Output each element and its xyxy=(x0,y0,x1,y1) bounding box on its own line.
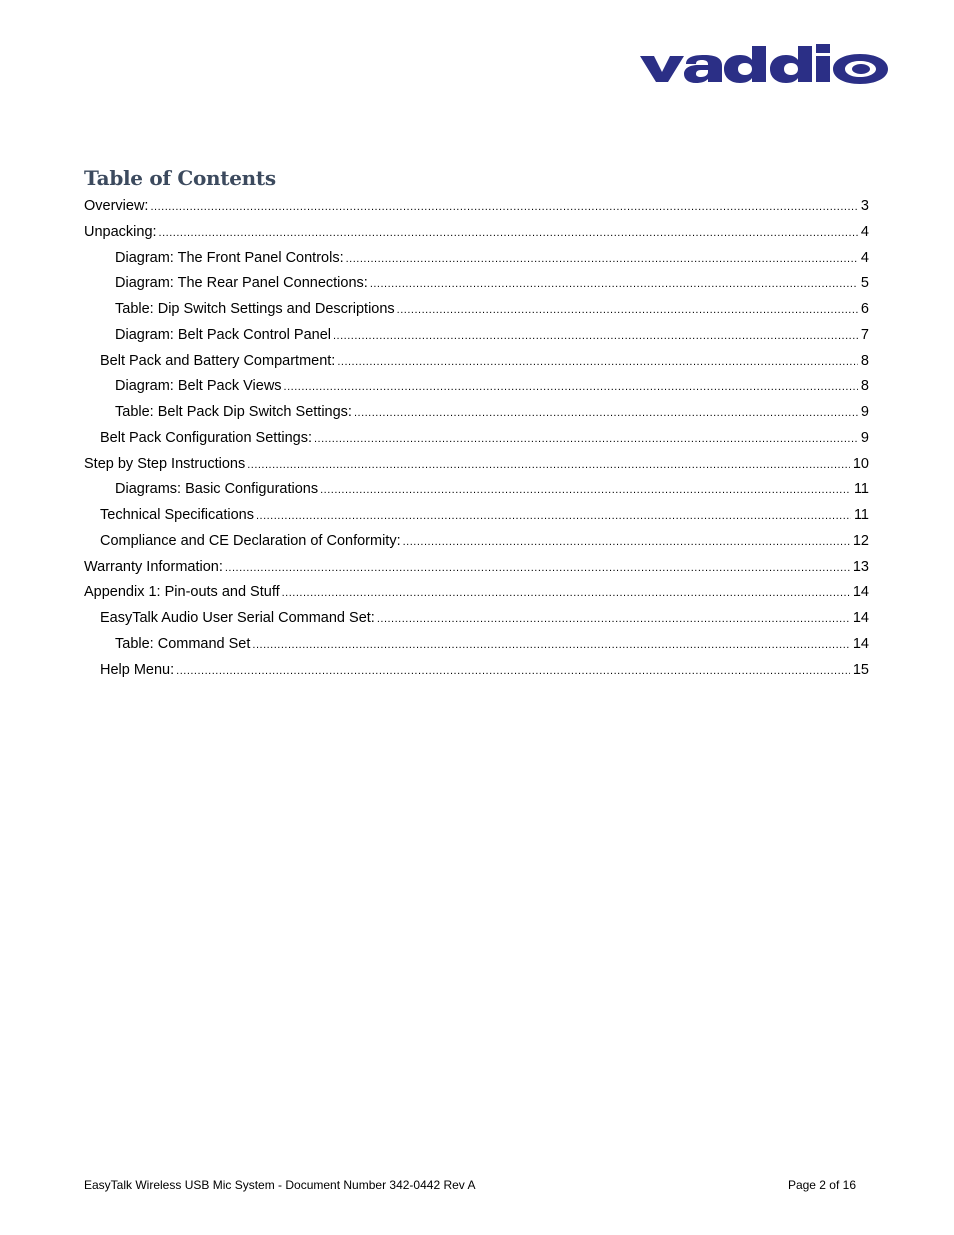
toc-entry[interactable] xyxy=(84,222,869,248)
toc-dot-leader xyxy=(225,558,850,578)
toc-entry[interactable] xyxy=(84,660,869,686)
toc-entry[interactable] xyxy=(84,505,869,531)
toc-entry[interactable] xyxy=(84,479,869,505)
toc-entry-page: 4 xyxy=(860,249,869,266)
toc-entry-page: 9 xyxy=(860,404,869,420)
toc-entry-page: 11 xyxy=(853,481,869,498)
toc-entry-page: 9 xyxy=(860,429,869,446)
toc-dot-leader xyxy=(320,480,851,500)
toc-title: Table of Contents xyxy=(84,166,276,190)
toc-entry[interactable] xyxy=(84,557,869,583)
toc-entry-label: Diagram: The Front Panel Controls: xyxy=(115,249,344,266)
toc-entry[interactable] xyxy=(84,582,869,608)
toc-entry-label: Appendix 1: Pin-outs and Stuff xyxy=(84,584,280,601)
toc-entry[interactable] xyxy=(84,273,869,299)
toc-entry-page: 11 xyxy=(853,507,869,523)
toc-entry-label: Step by Step Instructions xyxy=(84,455,246,472)
footer-page-number: Page 2 of 16 xyxy=(787,1178,856,1192)
toc-entry-label: Help Menu: xyxy=(100,661,175,678)
toc-dot-leader xyxy=(370,274,858,294)
toc-entry-label: Table: Belt Pack Dip Switch Settings: xyxy=(115,404,352,420)
toc-dot-leader xyxy=(337,352,858,372)
toc-entry-label: Diagram: Belt Pack Control Panel xyxy=(115,326,331,343)
toc-dot-leader xyxy=(256,506,851,526)
toc-entry-page: 12 xyxy=(852,532,869,549)
toc-entry-label: Table: Command Set xyxy=(115,635,251,652)
toc-dot-leader xyxy=(252,635,849,655)
toc-entry-page: 10 xyxy=(852,455,869,472)
toc-dot-leader xyxy=(282,583,850,603)
toc-entry-label: Belt Pack Configuration Settings: xyxy=(100,429,312,446)
toc-entry-label: Diagram: The Rear Panel Connections: xyxy=(115,275,368,292)
toc-entry-page: 5 xyxy=(860,275,869,292)
toc-entry[interactable] xyxy=(84,351,869,377)
toc-dot-leader xyxy=(377,609,850,629)
vaddio-logo xyxy=(640,42,888,88)
toc-entry[interactable] xyxy=(84,531,869,557)
toc-entry-label: EasyTalk Audio User Serial Command Set: xyxy=(100,610,375,626)
toc-entry[interactable] xyxy=(84,634,869,660)
toc-entry[interactable] xyxy=(84,454,869,480)
toc-entry[interactable] xyxy=(84,402,869,428)
toc-entry-label: Table: Dip Switch Settings and Descriptions xyxy=(115,301,395,317)
toc-dot-leader xyxy=(159,223,858,243)
toc-dot-leader xyxy=(176,661,850,681)
toc-dot-leader xyxy=(354,403,858,423)
toc-dot-leader xyxy=(333,326,858,346)
toc-entry[interactable] xyxy=(84,608,869,634)
toc-entry-page: 7 xyxy=(860,326,869,343)
toc-entry-label: Technical Specifications xyxy=(100,507,254,523)
toc-dot-leader xyxy=(150,197,857,217)
toc-entry-page: 3 xyxy=(860,198,869,214)
toc-entry-label: Belt Pack and Battery Compartment: xyxy=(100,352,336,369)
toc-entry-page: 8 xyxy=(860,378,869,395)
toc-dot-leader xyxy=(247,455,850,475)
footer-document-number: EasyTalk Wireless USB Mic System - Document Number 342-0442 Rev A xyxy=(84,1178,476,1192)
toc-dot-leader xyxy=(284,377,858,397)
toc-dot-leader xyxy=(314,429,858,449)
toc-entry-label: Unpacking: xyxy=(84,223,157,240)
page-footer xyxy=(84,1178,856,1192)
toc-entry-page: 14 xyxy=(852,610,869,626)
toc-entry-page: 14 xyxy=(852,635,869,652)
toc-entry-page: 15 xyxy=(852,661,869,678)
toc-entry-page: 4 xyxy=(860,223,869,240)
toc-entry-label: Overview: xyxy=(84,198,149,214)
toc-entry[interactable] xyxy=(84,248,869,274)
table-of-contents xyxy=(84,196,869,685)
toc-entry-page: 13 xyxy=(852,558,869,575)
toc-dot-leader xyxy=(403,532,850,552)
toc-entry[interactable] xyxy=(84,428,869,454)
toc-dot-leader xyxy=(397,300,858,320)
toc-entry[interactable] xyxy=(84,376,869,402)
toc-entry-page: 14 xyxy=(852,584,869,601)
toc-entry[interactable] xyxy=(84,196,869,222)
toc-dot-leader xyxy=(346,249,858,269)
toc-entry-label: Compliance and CE Declaration of Conformity: xyxy=(100,532,401,549)
toc-entry-label: Diagrams: Basic Configurations xyxy=(115,481,319,498)
toc-entry-label: Diagram: Belt Pack Views xyxy=(115,378,282,395)
toc-entry[interactable] xyxy=(84,299,869,325)
toc-entry-page: 8 xyxy=(860,352,869,369)
toc-entry[interactable] xyxy=(84,325,869,351)
toc-entry-label: Warranty Information: xyxy=(84,558,223,575)
toc-entry-page: 6 xyxy=(860,301,869,317)
